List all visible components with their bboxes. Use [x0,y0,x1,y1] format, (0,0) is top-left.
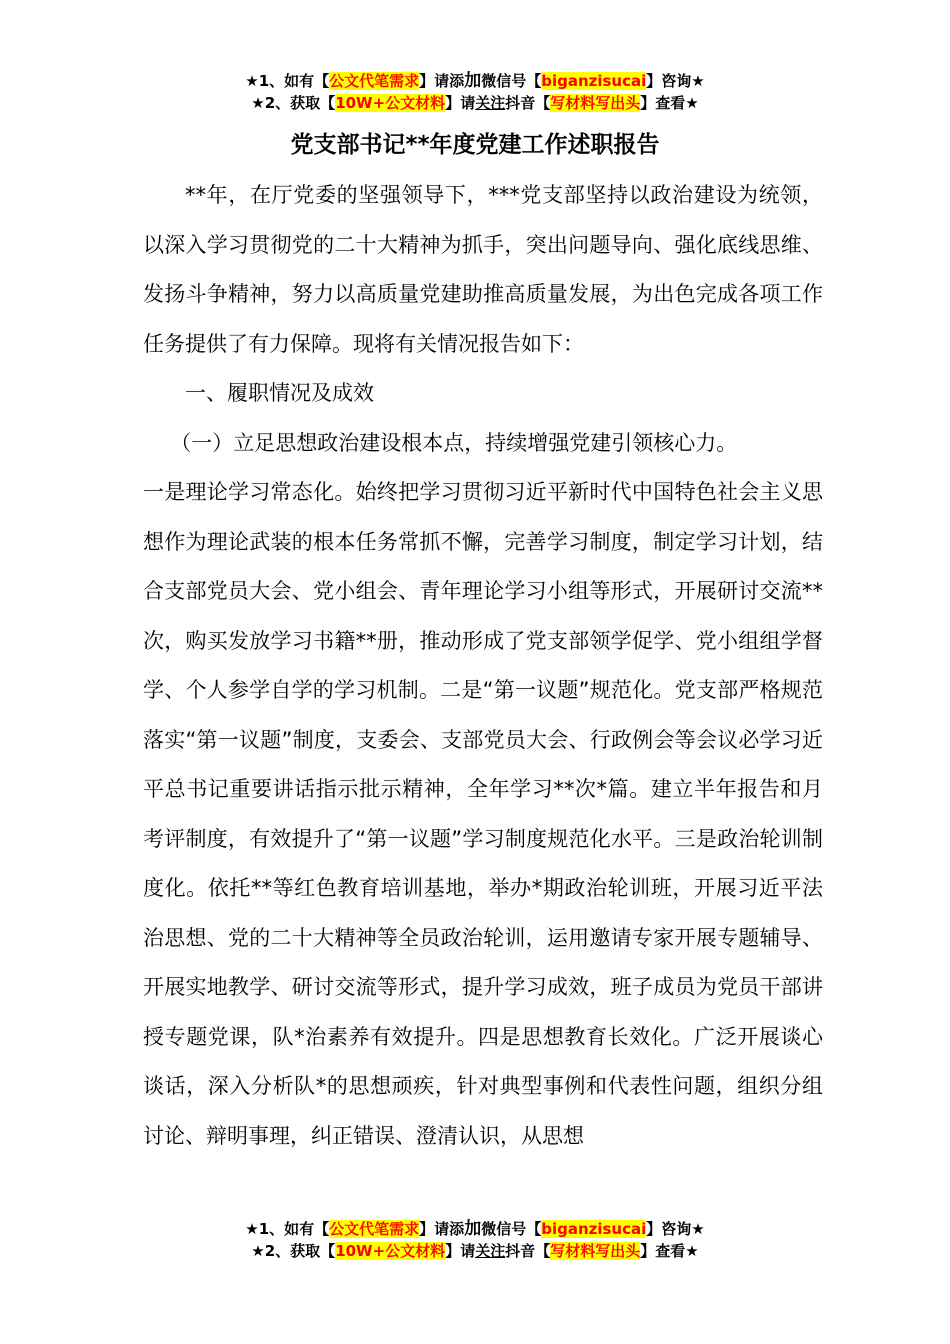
promo-2-highlight-materials: 10W+公文材料 [335,94,446,112]
promo-f1-lead: ★1、如有【 [245,1220,330,1238]
promo-footer-line-2 [0,1240,950,1262]
promo-f2-highlight-douyin: 写材料写出头 [550,1242,641,1260]
promo-2-mid: 】请 [445,94,476,112]
document-title: 党支部书记**年度党建工作述职报告 [290,132,660,158]
promo-f1-highlight-wechat: biganzisucai [541,1220,647,1238]
promo-f1-tail: 】咨询★ [646,1220,705,1238]
promo-2-mid2: 抖音【 [505,94,551,112]
promo-1-highlight-service: 公文代笔需求 [329,72,420,90]
body-paragraph: 一是理论学习常态化。始终把学习贯彻习近平新时代中国特色社会主义思想作为理论武装的根本任务常抓不懈，完善学习制度，制定学习计划，结合支部党员大会、党小组会、青年理论学习小组等形式，开展研讨交流**次，购买发放学习书籍**册，推动形成了党支部领学促学、党小组组学督学、个人参学自学的学习机制。二是“第一议题”规范化。党支部严格规范落实“第一议题”制度，支委会、支部党员大会、行政例会等会议必学习近平总书记重要讲话指示批示精神，全年学习**次*篇。建立半年报告和月考评制度，有效提升了“第一议题”学习制度规范化水平。三是政治轮训制度化。依托**等红色教育培训基地，举办*期政治轮训班，开展习近平法治思想、党的二十大精神等全员政治轮训，运用邀请专家开展专题辅导、开展实地教学、研讨交流等形式，提升学习成效，班子成员为党员干部讲授专题党课，队*治素养有效提升。四是思想教育长效化。广泛开展谈心谈话，深入分析队*的思想顽疾，针对典型事例和代表性问题，组织分组讨论、辩明事理，纠正错误、澄清认识，从思想 [143,480,823,1148]
promo-f1-emphasis: 加 [464,1219,482,1239]
promo-f2-mid2: 抖音【 [505,1242,551,1260]
promo-footer [0,1218,950,1262]
promo-2-highlight-douyin: 写材料写出头 [550,94,641,112]
promo-2-lead: ★2、获取【 [251,94,336,112]
promo-f2-tail: 】查看★ [640,1242,699,1260]
promo-1-emphasis: 加 [464,71,482,91]
promo-1-lead: ★1、如有【 [245,72,330,90]
document-body [143,171,823,1161]
promo-1-mid2: 微信号【 [481,72,542,90]
subsection-heading: （一）立足思想政治建设根本点，持续增强党建引领核心力。 [170,430,738,455]
promo-1-mid: 】请添 [419,72,465,90]
promo-f1-mid: 】请添 [419,1220,465,1238]
promo-line-2 [0,92,950,114]
promo-f2-emphasis: 关注 [475,1242,506,1260]
promo-2-tail: 】查看★ [640,94,699,112]
promo-f2-mid: 】请 [445,1242,476,1260]
promo-2-emphasis: 关注 [475,94,506,112]
promo-line-1 [0,70,950,92]
promo-footer-line-1 [0,1218,950,1240]
promo-1-highlight-wechat: biganzisucai [541,72,647,90]
intro-paragraph: **年，在厅党委的坚强领导下，***党支部坚持以政治建设为统领，以深入学习贯彻党的二十大精神为抓手，突出问题导向、强化底线思维、发扬斗争精神，努力以高质量党建助推高质量发展，为出色完成各项工作任务提供了有力保障。现将有关情况报告如下： [143,183,823,356]
promo-header [0,70,950,114]
promo-f2-lead: ★2、获取【 [251,1242,336,1260]
promo-f1-mid2: 微信号【 [481,1220,542,1238]
promo-f2-highlight-materials: 10W+公文材料 [335,1242,446,1260]
section-heading: 一、履职情况及成效 [185,381,374,405]
promo-f1-highlight-service: 公文代笔需求 [329,1220,420,1238]
promo-1-tail: 】咨询★ [646,72,705,90]
